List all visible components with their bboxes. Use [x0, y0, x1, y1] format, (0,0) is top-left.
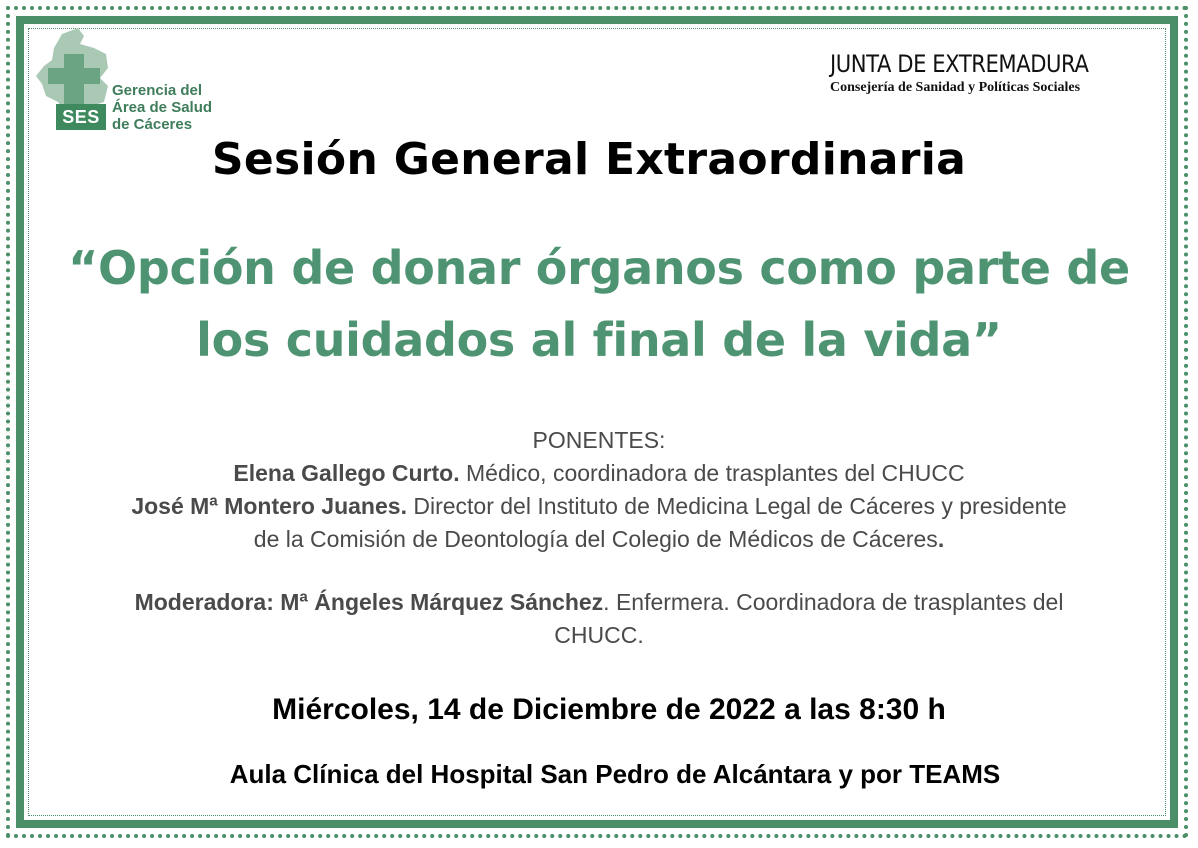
speaker-2-name: José Mª Montero Juanes.: [131, 493, 407, 519]
speakers-heading: PONENTES:: [532, 427, 666, 453]
junta-logo: [830, 50, 1130, 98]
speaker-2: [40, 490, 1158, 523]
moderator-continued: CHUCC.: [554, 622, 644, 648]
junta-title: JUNTA DE EXTREMADURA: [830, 50, 1089, 78]
event-date: [0, 690, 1198, 730]
ses-logo-text: [112, 82, 212, 133]
moderator: [40, 586, 1158, 619]
page-title: [0, 130, 1198, 190]
speaker-2-end: .: [937, 526, 945, 552]
page-title-text: Sesión General Extraordinaria: [211, 134, 967, 185]
ses-badge: SES: [56, 104, 106, 130]
ses-logo-line2: Área de Salud: [112, 99, 213, 116]
speaker-1-role: Médico, coordinadora de trasplantes del CHUCC: [459, 460, 965, 486]
event-venue-text: Aula Clínica del Hospital San Pedro de Alcántara y por TEAMS: [229, 759, 1001, 789]
speakers-section: [40, 424, 1158, 652]
session-topic: [30, 232, 1168, 376]
speaker-2-role-line2: de la Comisión de Deontología del Colegio de Médicos de Cáceres: [253, 526, 938, 552]
moderator-role-line1: . Enfermera. Coordinadora de trasplantes del: [603, 589, 1064, 615]
junta-subtitle: Consejería de Sanidad y Políticas Sociales: [830, 80, 1081, 95]
speaker-2-role-line1: Director del Instituto de Medicina Legal de Cáceres y presidente: [406, 493, 1067, 519]
moderator-label: Moderadora: Mª Ángeles Márquez Sánchez: [134, 589, 604, 615]
speaker-1-name: Elena Gallego Curto.: [233, 460, 460, 486]
speaker-2-continued: [40, 523, 1158, 556]
spacer: [40, 556, 1158, 586]
speaker-1: [40, 457, 1158, 490]
ses-logo: [34, 26, 234, 134]
event-venue: [0, 754, 1198, 794]
event-date-text: Miércoles, 14 de Diciembre de 2022 a las 8:30 h: [272, 693, 946, 726]
ses-logo-line1: Gerencia del: [112, 82, 203, 99]
session-topic-line2: los cuidados al final de la vida”: [196, 313, 1002, 367]
ses-logo-line3: de Cáceres: [112, 116, 193, 133]
session-topic-line1: “Opción de donar órganos como parte de: [68, 241, 1130, 295]
